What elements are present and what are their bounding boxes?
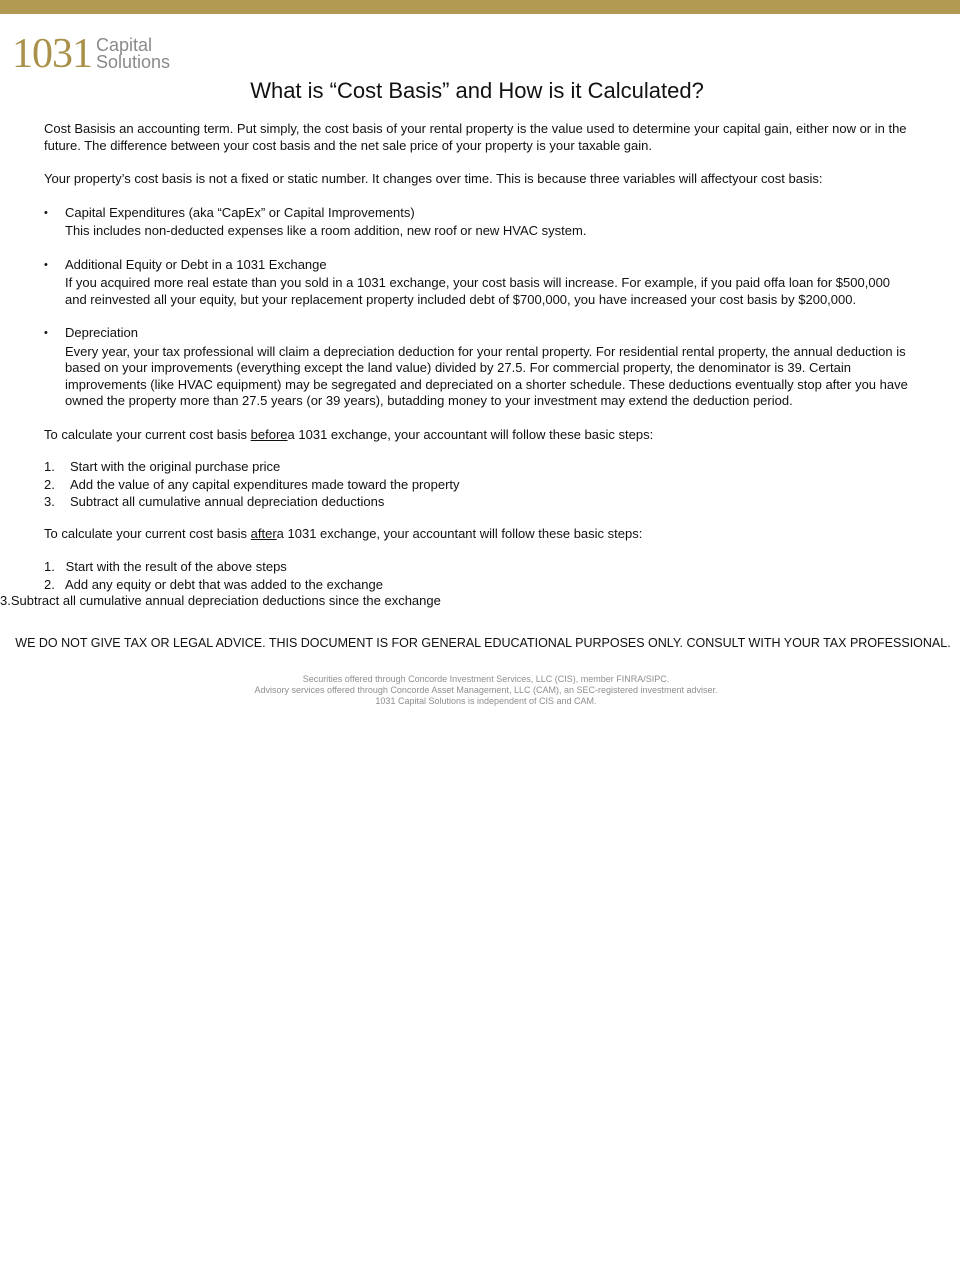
logo-wordmark [96, 37, 170, 71]
bullet-title: Additional Equity or Debt in a 1031 Exchange [65, 256, 327, 272]
bullet-dot: • [44, 258, 48, 271]
list-item: 3.Subtract all cumulative annual depreciation deductions since the exchange [0, 592, 441, 608]
list-item: 2. Add any equity or debt that was added to the exchange [44, 576, 383, 592]
list-item [44, 459, 914, 477]
step-number: 3. [44, 494, 55, 509]
before-pre: To calculate your current cost basis [44, 426, 251, 442]
logo-number: 1031 [12, 31, 92, 77]
step-number: 2. [44, 476, 55, 492]
top-gold-bar [0, 0, 960, 14]
footer-notice [0, 674, 960, 707]
before-steps-list [44, 459, 914, 512]
step-text: Add the value of any capital expenditures made toward the property [70, 476, 460, 492]
before-intro [44, 427, 914, 444]
logo-word-solutions: Solutions [96, 52, 171, 72]
footer-line: Securities offered through Concorde Investment Services, LLC (CIS), member FINRA/SIPC. [302, 674, 670, 684]
after-word: after [250, 525, 277, 541]
bullet-body: Every year, your tax professional will claim a depreciation deduction for your rental property. For residential rental property, the annual deduction is based on your improvements (everything except the land value) divided by 27.5. For commercial property, the denominator is 39. Certain improvements (like HVAC equipment) may be segregated and depreciated on a shorter schedule. These deductions eventually stop after you have owned the property more than 27.5 years (or 39 years), butadding money to your investment may extend the deduction period. [65, 343, 908, 408]
bullet-body: This includes non-deducted expenses like a room addition, new roof or new HVAC system. [65, 223, 587, 238]
intro-rest: is an accounting term. Put simply, the cost basis of your rental property is the value used to determine your capital gain, either now or in the future. The difference between your cost basis and the net sale price of your property is your taxable gain. [44, 121, 907, 153]
company-logo [12, 31, 171, 77]
bullet-capex [44, 205, 914, 240]
intro-paragraph [44, 121, 914, 154]
step-number: 1. [44, 459, 55, 474]
list-item: 1. Start with the result of the above steps [44, 559, 287, 574]
after-post: a 1031 exchange, your accountant will follow these basic steps: [276, 525, 643, 541]
after-intro [44, 526, 914, 543]
logo-word-capital: Capital [96, 35, 153, 55]
variables-paragraph: Your property’s cost basis is not a fixed or static number. It changes over time. This is because three variables will affectyour cost basis: [44, 171, 823, 186]
footer-line: 1031 Capital Solutions is independent of CIS and CAM. [375, 696, 597, 706]
legal-disclaimer: WE DO NOT GIVE TAX OR LEGAL ADVICE. THIS DOCUMENT IS FOR GENERAL EDUCATIONAL PURPOSES ONLY. CONSULT WITH YOUR TAX PROFESSIONAL. [15, 636, 951, 650]
bullet-title: Capital Expenditures (aka “CapEx” or Capital Improvements) [65, 204, 415, 220]
list-item [44, 477, 914, 495]
bullet-dot: • [44, 327, 48, 339]
before-word: before [250, 426, 288, 442]
document-body [0, 121, 914, 609]
before-post: a 1031 exchange, your accountant will follow these basic steps: [287, 426, 654, 442]
intro-term: Cost Basis [44, 121, 107, 136]
step-text: Subtract all cumulative annual depreciation deductions [70, 494, 385, 509]
step-text: Start with the original purchase price [70, 459, 281, 474]
bullet-title: Depreciation [65, 325, 138, 340]
after-pre: To calculate your current cost basis [44, 525, 251, 541]
bullet-depreciation [44, 325, 914, 410]
bullet-body: If you acquired more real estate than you sold in a 1031 exchange, your cost basis will increase. For example, if you paid offa loan for $500,000 and reinvested all your equity, but your replacement property included debt of $700,000, you have increased your cost basis by $200,000. [65, 275, 891, 307]
after-steps-list [44, 559, 914, 593]
bullet-dot: • [44, 206, 48, 219]
footer-line: Advisory services offered through Concorde Asset Management, LLC (CAM), an SEC-registered investment adviser. [254, 685, 718, 695]
bullet-equity-debt [44, 257, 914, 309]
list-item [44, 494, 914, 512]
page-title: What is “Cost Basis” and How is it Calculated? [250, 78, 704, 103]
